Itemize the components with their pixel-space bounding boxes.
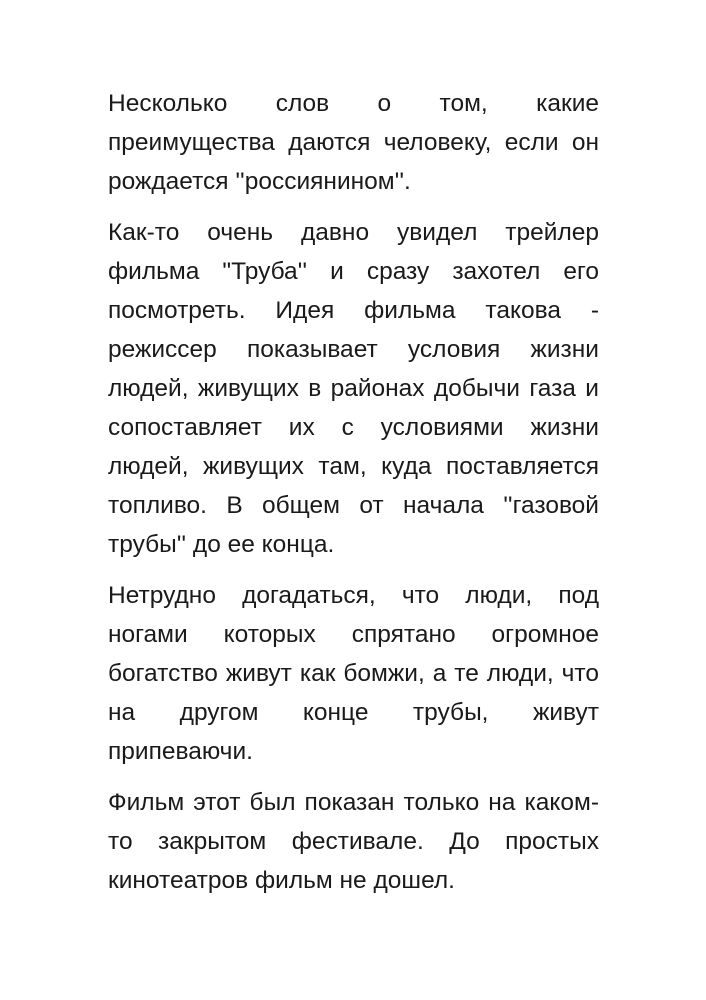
document-page: [108, 84, 599, 912]
paragraph-film-trailer: Как-то очень давно увидел трейлер фильма "Труба'' и сразу захотел его посмотреть. Идея фильма такова - режиссер показывает условия жизни людей, живущих в районах добычи газа и сопоставляет их с условиями жизни людей, живущих там, куда поставляется топливо. В общем от начала ''газовой трубы'' до ее конца.: [108, 219, 599, 558]
paragraph-intro: Несколько слов о том, какие преимущества даются человеку, если он рождается ''россиянином''.: [108, 90, 599, 195]
paragraph-contrast: Нетрудно догадаться, что люди, под ногами которых спрятано огромное богатство живут как бомжи, а те люди, что на другом конце трубы, живут припеваючи.: [108, 582, 599, 765]
paragraph-festival: Фильм этот был показан только на каком-то закрытом фестивале. До простых кинотеатров фильм не дошел.: [108, 789, 599, 894]
